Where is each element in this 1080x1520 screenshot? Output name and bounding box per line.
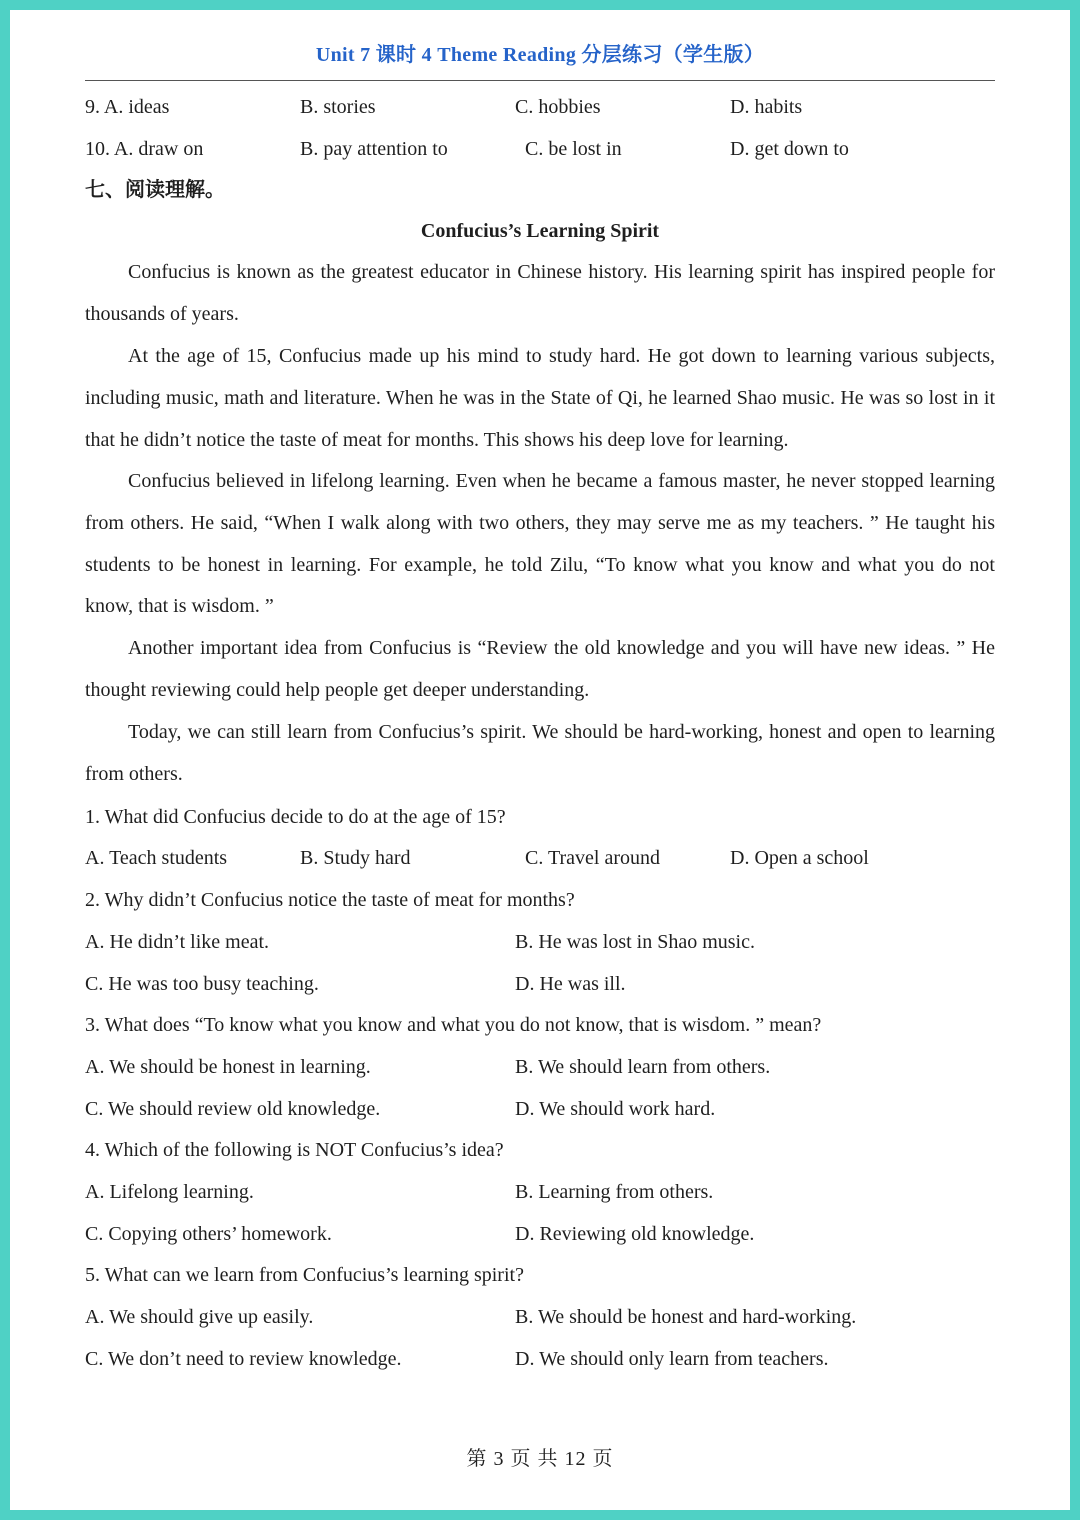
question-1-stem: 1. What did Confucius decide to do at the age of 15? bbox=[85, 806, 506, 828]
option-10b: B. pay attention to bbox=[300, 138, 448, 160]
option-9d: D. habits bbox=[730, 96, 803, 118]
question-4-stem: 4. Which of the following is NOT Confucius’s idea? bbox=[85, 1139, 504, 1161]
question-2-stem: 2. Why didn’t Confucius notice the taste of meat for months? bbox=[85, 889, 575, 911]
question-1-option-c: C. Travel around bbox=[525, 847, 660, 869]
question-5-stem: 5. What can we learn from Confucius’s learning spirit? bbox=[85, 1264, 524, 1286]
passage-paragraph-2: At the age of 15, Confucius made up his mind to study hard. He got down to learning various subjects, including music, math and literature. When he was in the State of Qi, he learned Shao music. He was so lost in it that he didn’t notice the taste of meat for months. This shows his deep love for learning. bbox=[85, 345, 995, 451]
header-divider bbox=[85, 80, 995, 81]
question-4-option-d: D. Reviewing old knowledge. bbox=[515, 1223, 755, 1245]
question-5-option-c: C. We don’t need to review knowledge. bbox=[85, 1348, 402, 1370]
passage-paragraph-1: Confucius is known as the greatest educator in Chinese history. His learning spirit has inspired people for thousands of years. bbox=[85, 261, 995, 325]
question-4-option-a: A. Lifelong learning. bbox=[85, 1181, 254, 1203]
question-3-stem: 3. What does “To know what you know and what you do not know, that is wisdom. ” mean? bbox=[85, 1014, 822, 1036]
option-10d: D. get down to bbox=[730, 138, 849, 160]
section-heading: 七、阅读理解。 bbox=[85, 179, 225, 201]
page-number: 第 3 页 共 12 页 bbox=[466, 1448, 614, 1470]
question-3-option-a: A. We should be honest in learning. bbox=[85, 1056, 371, 1078]
question-3-option-b: B. We should learn from others. bbox=[515, 1056, 771, 1078]
passage-title: Confucius’s Learning Spirit bbox=[420, 220, 660, 242]
question-4-option-c: C. Copying others’ homework. bbox=[85, 1223, 332, 1245]
option-9b: B. stories bbox=[300, 96, 376, 118]
question-5-option-d: D. We should only learn from teachers. bbox=[515, 1348, 829, 1370]
option-9a: 9. A. ideas bbox=[85, 96, 170, 118]
passage-paragraph-4: Another important idea from Confucius is “Review the old knowledge and you will have new ideas. ” He thought reviewing could help people get deeper understanding. bbox=[85, 637, 995, 701]
option-10a: 10. A. draw on bbox=[85, 138, 204, 160]
option-9c: C. hobbies bbox=[515, 96, 601, 118]
question-5-option-a: A. We should give up easily. bbox=[85, 1306, 314, 1328]
passage-paragraph-5: Today, we can still learn from Confucius’s spirit. We should be hard-working, honest and open to learning from others. bbox=[85, 721, 995, 785]
option-10c: C. be lost in bbox=[525, 138, 622, 160]
question-4-option-b: B. Learning from others. bbox=[515, 1181, 714, 1203]
question-1-option-a: A. Teach students bbox=[85, 847, 228, 869]
question-1-option-b: B. Study hard bbox=[300, 847, 411, 869]
question-2-option-b: B. He was lost in Shao music. bbox=[515, 931, 755, 953]
question-3-option-d: D. We should work hard. bbox=[515, 1098, 716, 1120]
question-3-option-c: C. We should review old knowledge. bbox=[85, 1098, 381, 1120]
question-2-option-c: C. He was too busy teaching. bbox=[85, 973, 319, 995]
passage-paragraph-3: Confucius believed in lifelong learning. Even when he became a famous master, he never stopped learning from others. He said, “When I walk along with two others, they may serve me as my teachers. ” He taught his students to be honest in learning. For example, he told Zilu, “To know what you know and what you do not know, that is wisdom. ” bbox=[85, 470, 995, 618]
question-2-option-d: D. He was ill. bbox=[515, 973, 626, 995]
question-2-option-a: A. He didn’t like meat. bbox=[85, 931, 270, 953]
question-5-option-b: B. We should be honest and hard-working. bbox=[515, 1306, 857, 1328]
page-header: Unit 7 课时 4 Theme Reading 分层练习（学生版） bbox=[315, 44, 765, 66]
question-1-option-d: D. Open a school bbox=[730, 847, 869, 869]
